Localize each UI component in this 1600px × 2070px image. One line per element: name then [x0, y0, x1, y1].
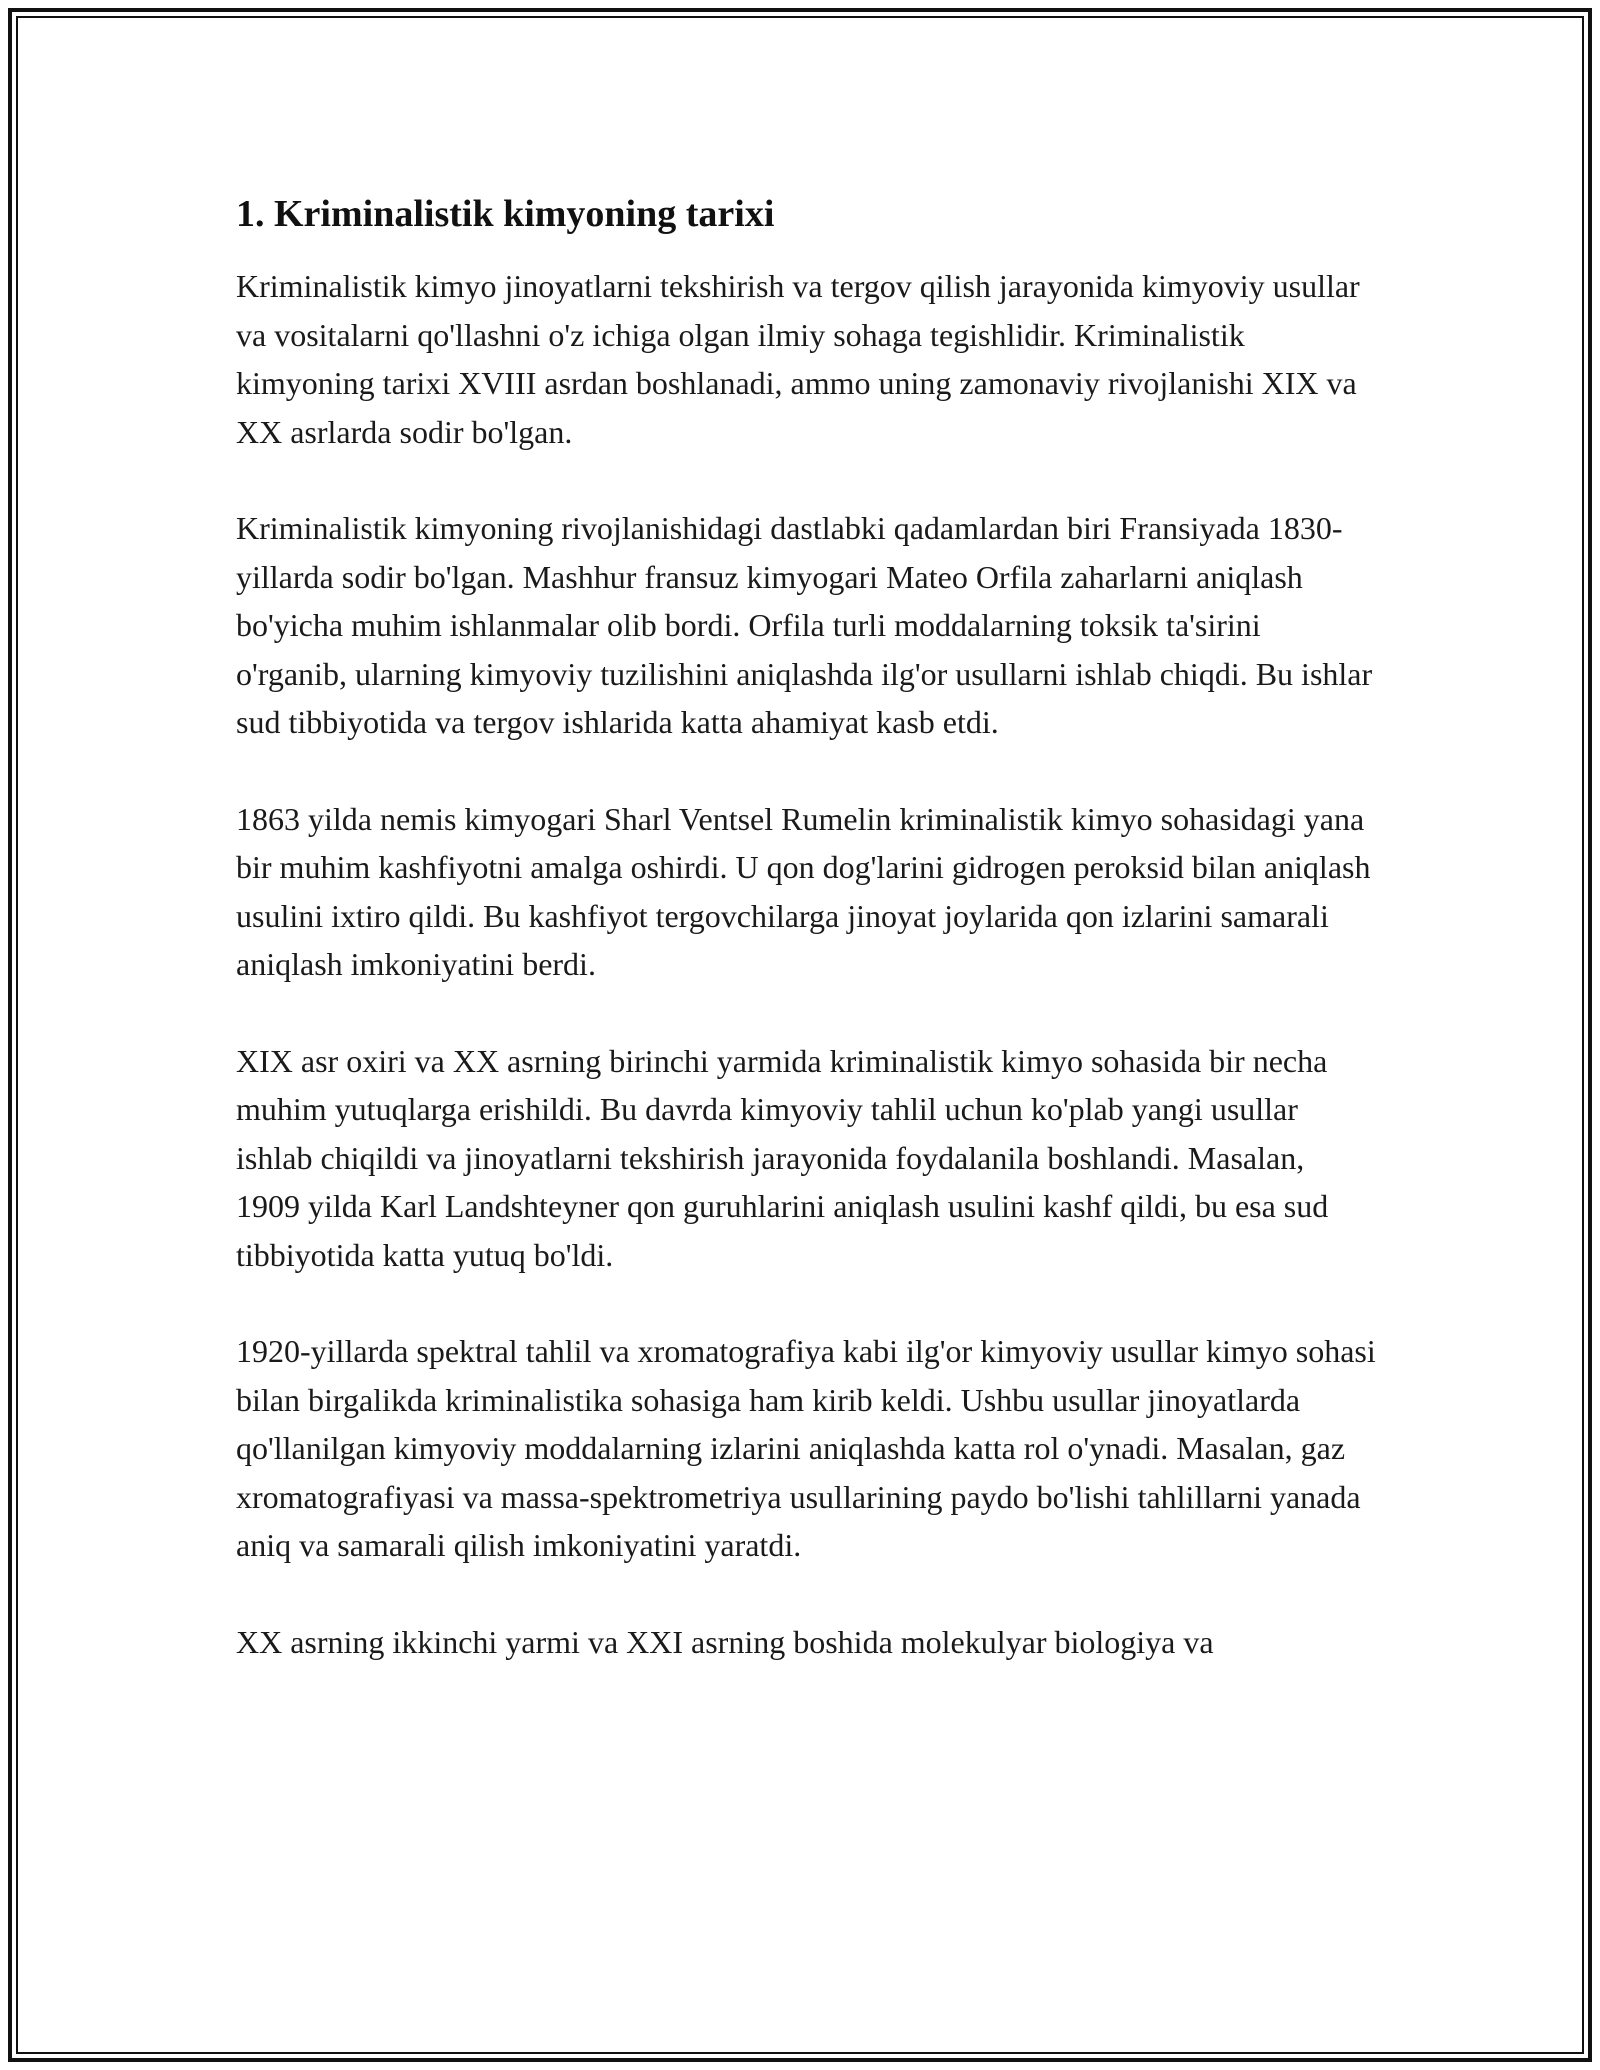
paragraph-rumelin: 1863 yilda nemis kimyogari Sharl Ventsel Rumelin kriminalistik kimyo sohasidagi yana bir muhim kashfiyotni amalga oshirdi. U qon dog'larini gidrogen peroksid bilan aniqlash usulini ixtiro qildi. Bu kashfiyot tergovchilarga jinoyat joylarida qon izlarini samarali aniqlash imkoniyatini berdi. — [236, 800, 1371, 982]
paragraph-molecular-biology: XX asrning ikkinchi yarmi va XXI asrning boshida molekulyar biologiya va — [236, 1623, 1214, 1660]
paragraph-chromatography: 1920-yillarda spektral tahlil va xromatografiya kabi ilg'or kimyoviy usullar kimyo sohasi bilan birgalikda kriminalistika sohasiga ham kirib keldi. Ushbu usullar jinoyatlarda qo'llanilgan kimyoviy moddalarning izlarini aniqlashda katta rol o'ynadi. Masalan, gaz xromatografiyasi va massa-spektrometriya usullarining paydo bo'lishi tahlillarni yanada aniq va samarali qilish imkoniyatini yaratdi. — [236, 1333, 1376, 1563]
document-body — [236, 186, 1376, 1714]
section-heading: 1. Kriminalistik kimyoning tarixi — [236, 193, 775, 235]
paragraph-orfila: Kriminalistik kimyoning rivojlanishidagi dastlabki qadamlardan biri Fransiyada 1830-yillarda sodir bo'lgan. Mashhur fransuz kimyogari Mateo Orfila zaharlarni aniqlash bo'yicha muhim ishlanmalar olib bordi. Orfila turli moddalarning toksik ta'sirini o'rganib, ularning kimyoviy tuzilishini aniqlashda ilg'or usullarni ishlab chiqdi. Bu ishlar sud tibbiyotida va tergov ishlarida katta ahamiyat kasb etdi. — [236, 510, 1373, 740]
paragraph-landsteiner: XIX asr oxiri va XX asrning birinchi yarmida kriminalistik kimyo sohasida bir necha muhim yutuqlarga erishildi. Bu davrda kimyoviy tahlil uchun ko'plab yangi usullar ishlab chiqildi va jinoyatlarni tekshirish jarayonida foydalanila boshlandi. Masalan, 1909 yilda Karl Landshteyner qon guruhlarini aniqlash usulini kashf qildi, bu esa sud tibbiyotida katta yutuq bo'ldi. — [236, 1042, 1329, 1273]
paragraph-definition: Kriminalistik kimyo jinoyatlarni tekshirish va tergov qilish jarayonida kimyoviy usullar va vositalarni qo'llashni o'z ichiga olgan ilmiy sohaga tegishlidir. Kriminalistik kimyoning tarixi XVIII asrdan boshlanadi, ammo uning zamonaviy rivojlanishi XIX va XX asrlarda sodir bo'lgan. — [236, 268, 1360, 450]
